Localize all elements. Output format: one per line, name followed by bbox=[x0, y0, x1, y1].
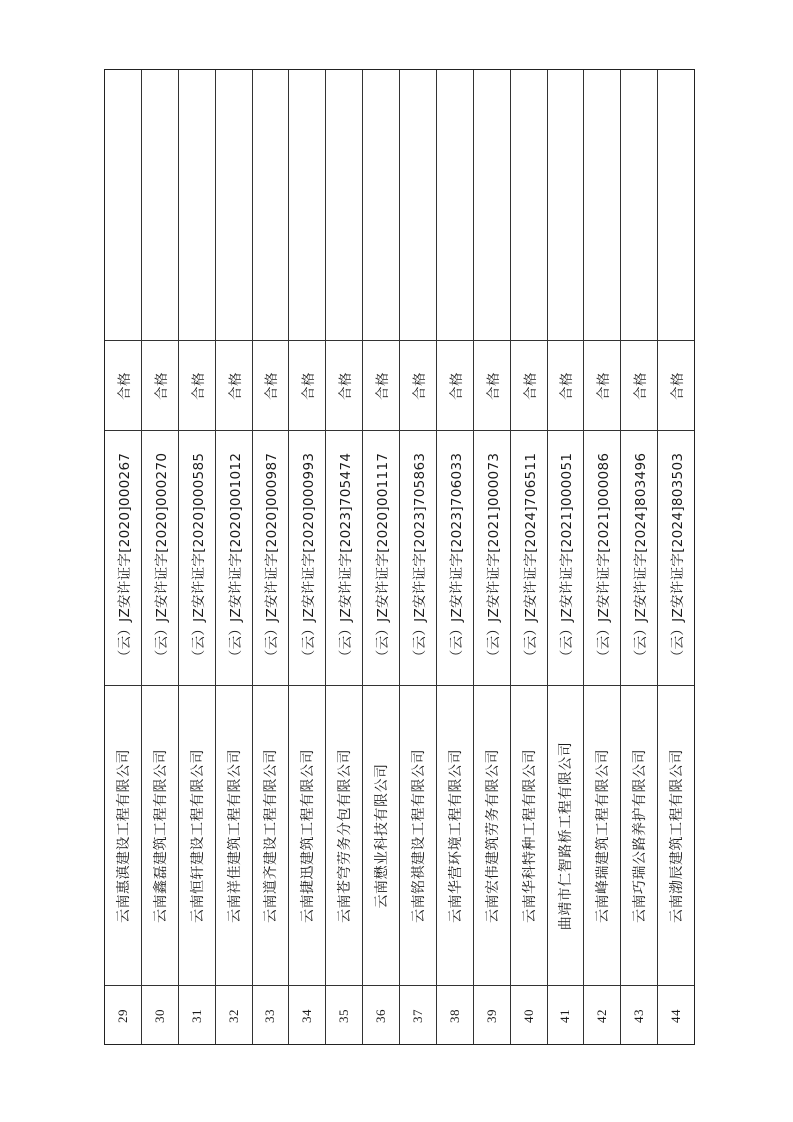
row-number-cell bbox=[289, 985, 325, 1046]
license-number-cell bbox=[326, 430, 362, 685]
row-number-text: 36 bbox=[373, 1009, 389, 1023]
company-name-cell bbox=[511, 685, 547, 985]
status-cell bbox=[216, 340, 252, 430]
status-cell bbox=[326, 340, 362, 430]
license-number-text: （云）JZ安许证字[2023]706033 bbox=[448, 452, 465, 664]
row-number-cell bbox=[363, 985, 399, 1046]
company-name-cell bbox=[437, 685, 473, 985]
company-name-cell bbox=[289, 685, 325, 985]
company-name-cell bbox=[179, 685, 215, 985]
status-text: 合格 bbox=[596, 371, 613, 400]
license-number-cell bbox=[363, 430, 399, 685]
license-number-cell bbox=[658, 430, 694, 685]
company-name-cell bbox=[621, 685, 657, 985]
company-name-text: 云南鑫磊建筑工程有限公司 bbox=[152, 748, 169, 923]
table-row bbox=[105, 70, 142, 1044]
row-number-cell bbox=[253, 985, 289, 1046]
company-name-text: 云南渤辰建筑工程有限公司 bbox=[669, 748, 686, 923]
company-name-text: 云南华营环境工程有限公司 bbox=[447, 748, 464, 923]
table-row bbox=[437, 70, 474, 1044]
status-text: 合格 bbox=[338, 371, 355, 400]
company-name-text: 云南道齐建设工程有限公司 bbox=[263, 748, 280, 923]
table-row bbox=[511, 70, 548, 1044]
row-number-text: 33 bbox=[262, 1009, 278, 1023]
company-name-text: 云南铭祺建设工程有限公司 bbox=[410, 748, 427, 923]
license-number-cell bbox=[105, 430, 141, 685]
row-number-text: 44 bbox=[668, 1009, 684, 1023]
row-number-text: 35 bbox=[336, 1009, 352, 1023]
company-name-cell bbox=[548, 685, 584, 985]
license-number-text: （云）JZ安许证字[2020]000585 bbox=[190, 452, 207, 664]
row-number-cell bbox=[658, 985, 694, 1046]
company-name-text: 云南峰瑞建筑工程有限公司 bbox=[595, 748, 612, 923]
company-name-cell bbox=[326, 685, 362, 985]
table-row bbox=[216, 70, 253, 1044]
company-name-text: 云南华科特种工程有限公司 bbox=[521, 748, 538, 923]
status-cell bbox=[474, 340, 510, 430]
company-name-cell bbox=[253, 685, 289, 985]
license-number-text: （云）JZ安许证字[2021]000051 bbox=[559, 452, 576, 664]
company-name-text: 云南捷迅建筑工程有限公司 bbox=[300, 748, 317, 923]
license-number-text: （云）JZ安许证字[2024]803503 bbox=[670, 452, 687, 664]
remark-cell bbox=[474, 70, 510, 340]
table-row bbox=[658, 70, 694, 1044]
row-number-cell bbox=[548, 985, 584, 1046]
row-number-cell bbox=[621, 985, 657, 1046]
row-number-text: 32 bbox=[225, 1009, 241, 1023]
license-number-cell bbox=[179, 430, 215, 685]
row-number-text: 43 bbox=[631, 1009, 647, 1023]
company-name-cell bbox=[105, 685, 141, 985]
remark-cell bbox=[289, 70, 325, 340]
company-name-text: 云南巧瑞公路养护有限公司 bbox=[632, 748, 649, 923]
remark-cell bbox=[548, 70, 584, 340]
license-number-cell bbox=[548, 430, 584, 685]
remark-cell bbox=[437, 70, 473, 340]
license-number-cell bbox=[437, 430, 473, 685]
company-name-cell bbox=[584, 685, 620, 985]
license-number-text: （云）JZ安许证字[2024]706511 bbox=[522, 452, 539, 664]
license-number-cell bbox=[511, 430, 547, 685]
remark-cell bbox=[658, 70, 694, 340]
status-cell bbox=[253, 340, 289, 430]
license-number-cell bbox=[474, 430, 510, 685]
row-number-cell bbox=[105, 985, 141, 1046]
status-text: 合格 bbox=[633, 371, 650, 400]
row-number-text: 39 bbox=[483, 1009, 499, 1023]
company-name-cell bbox=[363, 685, 399, 985]
remark-cell bbox=[621, 70, 657, 340]
table-row bbox=[179, 70, 216, 1044]
row-number-cell bbox=[511, 985, 547, 1046]
row-number-cell bbox=[326, 985, 362, 1046]
status-cell bbox=[363, 340, 399, 430]
row-number-text: 41 bbox=[557, 1009, 573, 1023]
remark-cell bbox=[326, 70, 362, 340]
table-row bbox=[584, 70, 621, 1044]
table-row bbox=[363, 70, 400, 1044]
license-number-text: （云）JZ安许证字[2020]000987 bbox=[264, 452, 281, 664]
status-cell bbox=[437, 340, 473, 430]
license-number-text: （云）JZ安许证字[2020]001117 bbox=[375, 452, 392, 664]
remark-cell bbox=[363, 70, 399, 340]
license-number-cell bbox=[253, 430, 289, 685]
row-number-text: 34 bbox=[299, 1009, 315, 1023]
company-name-cell bbox=[658, 685, 694, 985]
table-row bbox=[253, 70, 290, 1044]
license-number-text: （云）JZ安许证字[2020]001012 bbox=[227, 452, 244, 664]
table-row bbox=[142, 70, 179, 1044]
table-row bbox=[474, 70, 511, 1044]
company-name-text: 云南惠滇建设工程有限公司 bbox=[115, 748, 132, 923]
status-text: 合格 bbox=[448, 371, 465, 400]
company-name-cell bbox=[400, 685, 436, 985]
status-cell bbox=[621, 340, 657, 430]
row-number-text: 42 bbox=[594, 1009, 610, 1023]
status-cell bbox=[400, 340, 436, 430]
status-cell bbox=[658, 340, 694, 430]
remark-cell bbox=[584, 70, 620, 340]
status-text: 合格 bbox=[153, 371, 170, 400]
license-number-text: （云）JZ安许证字[2020]000270 bbox=[153, 452, 170, 664]
table-row bbox=[326, 70, 363, 1044]
row-number-cell bbox=[142, 985, 178, 1046]
status-text: 合格 bbox=[670, 371, 687, 400]
license-number-cell bbox=[142, 430, 178, 685]
company-name-text: 云南宏伟建筑劳务有限公司 bbox=[484, 748, 501, 923]
license-number-cell bbox=[216, 430, 252, 685]
status-cell bbox=[105, 340, 141, 430]
status-cell bbox=[511, 340, 547, 430]
remark-cell bbox=[511, 70, 547, 340]
company-name-text: 云南懋业科技有限公司 bbox=[374, 763, 391, 908]
table-row bbox=[621, 70, 658, 1044]
row-number-cell bbox=[216, 985, 252, 1046]
status-text: 合格 bbox=[485, 371, 502, 400]
row-number-cell bbox=[179, 985, 215, 1046]
license-number-text: （云）JZ安许证字[2023]705863 bbox=[411, 452, 428, 664]
row-number-text: 40 bbox=[520, 1009, 536, 1023]
row-number-text: 29 bbox=[114, 1009, 130, 1023]
company-name-cell bbox=[474, 685, 510, 985]
status-text: 合格 bbox=[190, 371, 207, 400]
status-text: 合格 bbox=[522, 371, 539, 400]
license-number-cell bbox=[400, 430, 436, 685]
license-number-cell bbox=[584, 430, 620, 685]
status-cell bbox=[142, 340, 178, 430]
qualification-table bbox=[104, 69, 695, 1045]
company-name-cell bbox=[142, 685, 178, 985]
status-text: 合格 bbox=[264, 371, 281, 400]
status-text: 合格 bbox=[116, 371, 133, 400]
status-text: 合格 bbox=[375, 371, 392, 400]
remark-cell bbox=[400, 70, 436, 340]
company-name-text: 云南恒轩建设工程有限公司 bbox=[189, 748, 206, 923]
license-number-text: （云）JZ安许证字[2023]705474 bbox=[338, 452, 355, 664]
remark-cell bbox=[216, 70, 252, 340]
row-number-cell bbox=[400, 985, 436, 1046]
remark-cell bbox=[179, 70, 215, 340]
company-name-text: 云南祥佳建筑工程有限公司 bbox=[226, 748, 243, 923]
row-number-text: 31 bbox=[188, 1009, 204, 1023]
license-number-cell bbox=[621, 430, 657, 685]
company-name-text: 云南苍穹劳务分包有限公司 bbox=[337, 748, 354, 923]
license-number-text: （云）JZ安许证字[2021]000073 bbox=[485, 452, 502, 664]
license-number-text: （云）JZ安许证字[2024]803496 bbox=[633, 452, 650, 664]
status-cell bbox=[548, 340, 584, 430]
remark-cell bbox=[105, 70, 141, 340]
status-cell bbox=[179, 340, 215, 430]
status-text: 合格 bbox=[411, 371, 428, 400]
row-number-cell bbox=[474, 985, 510, 1046]
status-text: 合格 bbox=[559, 371, 576, 400]
table-row bbox=[548, 70, 585, 1044]
row-number-text: 30 bbox=[151, 1009, 167, 1023]
license-number-cell bbox=[289, 430, 325, 685]
remark-cell bbox=[253, 70, 289, 340]
row-number-cell bbox=[437, 985, 473, 1046]
status-text: 合格 bbox=[227, 371, 244, 400]
status-cell bbox=[584, 340, 620, 430]
company-name-text: 曲靖市仁智路桥工程有限公司 bbox=[558, 741, 575, 930]
company-name-cell bbox=[216, 685, 252, 985]
status-text: 合格 bbox=[301, 371, 318, 400]
remark-cell bbox=[142, 70, 178, 340]
status-cell bbox=[289, 340, 325, 430]
license-number-text: （云）JZ安许证字[2020]000267 bbox=[116, 452, 133, 664]
row-number-text: 37 bbox=[409, 1009, 425, 1023]
table-row bbox=[400, 70, 437, 1044]
license-number-text: （云）JZ安许证字[2021]000086 bbox=[596, 452, 613, 664]
table-row bbox=[289, 70, 326, 1044]
row-number-cell bbox=[584, 985, 620, 1046]
license-number-text: （云）JZ安许证字[2020]000993 bbox=[301, 452, 318, 664]
row-number-text: 38 bbox=[446, 1009, 462, 1023]
